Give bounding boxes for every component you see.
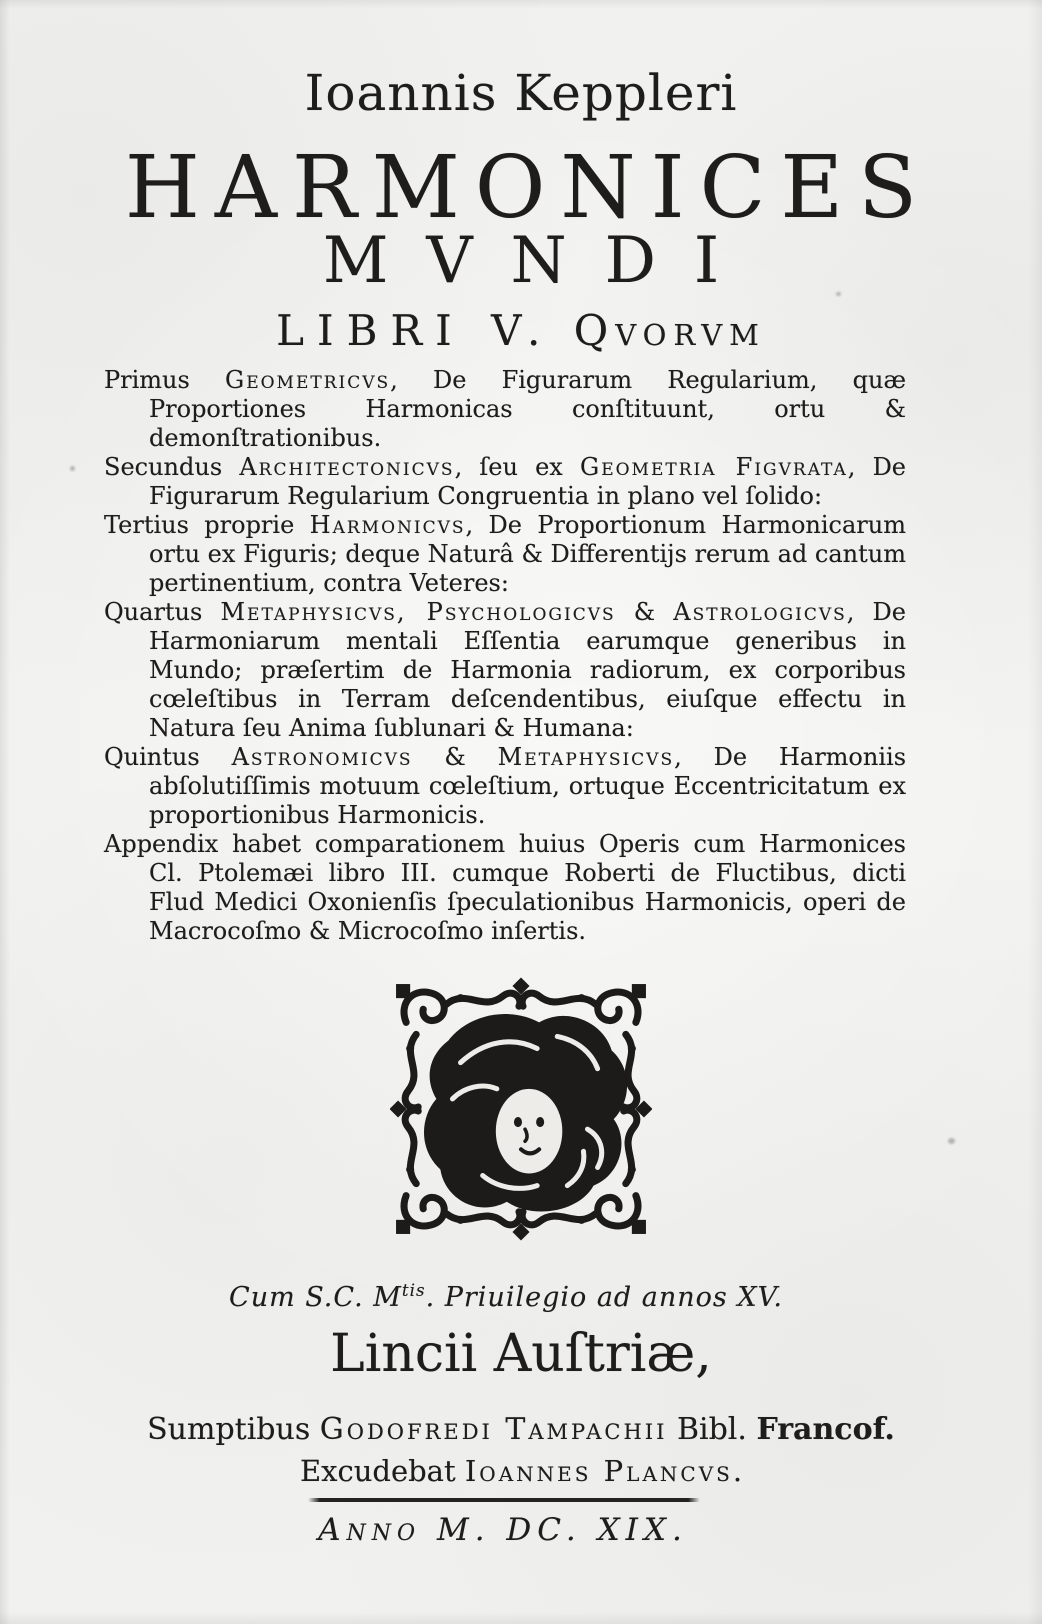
- author-line: Ioannis Keppleri: [304, 64, 738, 122]
- place-line: Lincii Auſtriæ,: [330, 1324, 712, 1384]
- book-name: Metaphysicvs: [497, 743, 675, 771]
- book-name: Geometria Figvrata: [580, 453, 848, 481]
- printer-line: [0, 1454, 1042, 1488]
- printer-text: Excudebat: [299, 1454, 465, 1488]
- book-entry-quintus: [104, 743, 906, 830]
- publisher-text: Sumptibus: [147, 1412, 320, 1447]
- privilege-abbreviation: tis: [401, 1280, 426, 1300]
- book-text: Appendix habet comparationem huius Operis cum Harmonices Cl. Ptolemæi libro III. cumque Roberti de Fluctibus, dicti Flud Medici Oxonienſis ſpeculationibus Harmonicis, operi de Macrocoſmo & Microcoſmo inſertis.: [104, 830, 906, 945]
- book-name: Harmonicvs: [309, 511, 466, 539]
- publisher-city-abbrev: Francof.: [756, 1412, 895, 1447]
- publisher-name: Godofredi Tampachii: [319, 1412, 668, 1447]
- scan-speck: [948, 1138, 955, 1144]
- publisher-line: [0, 1412, 1042, 1447]
- book-text: , De Harmoniis abſolutiſſimis motuum cœleſtium, ortuque Eccentricitatum ex proportionibus Harmonicis.: [149, 743, 907, 829]
- privilege-text: . Priuilegio ad annos XV.: [425, 1282, 783, 1313]
- subtitle-quorum: Qvorvm: [553, 306, 766, 355]
- book-text: , De Figurarum Regularium Congruentia in plano vel ſolido:: [149, 453, 907, 510]
- ornament-graphic: [390, 976, 652, 1242]
- scan-speck: [836, 292, 841, 296]
- book-text: , De Harmoniarum mentali Eſſentia earumque generibus in Mundo; præſertim de Harmonia radiorum, ex corporibus cœleſtibus in Terram deſcendentibus, eiuſque effectu in Natura ſeu Anima ſublunari & Humana:: [149, 598, 906, 742]
- book-text: &: [412, 743, 498, 771]
- publisher-text: Bibl.: [667, 1412, 757, 1447]
- horizontal-rule: [308, 1498, 700, 1502]
- title-line-harmonices: HARMONICES: [124, 138, 933, 238]
- privilege-text: Cum S.C. M: [229, 1282, 402, 1313]
- book-text: Primus: [104, 366, 226, 394]
- book-name: Architectonicvs: [239, 453, 455, 481]
- book-text: Quintus: [104, 743, 232, 771]
- book-name: Astrologicvs: [673, 598, 847, 626]
- book-name: Astronomicvs: [231, 743, 413, 771]
- printer-name: Ioannes Plancvs: [464, 1454, 733, 1488]
- title-line-mvndi: MVNDI: [322, 224, 758, 298]
- book-text: , De Figurarum Regularium, quæ Proportiones Harmonicas conſtituunt, ortu & demonſtrationibus.: [149, 366, 906, 452]
- book-entry-appendix: [104, 830, 906, 946]
- books-list: [104, 366, 906, 946]
- book-entry-tertius: [104, 511, 906, 598]
- book-text: Quartus: [104, 598, 221, 626]
- book-text: , De Proportionum Harmonicarum ortu ex Figuris; deque Naturâ & Differentijs rerum ad cantum pertinentium, contra Veteres:: [149, 511, 906, 597]
- book-entry-primus: [104, 366, 906, 453]
- book-text: Secundus: [104, 453, 240, 481]
- book-name: Geometricvs: [225, 366, 391, 394]
- printer-ornament-woodcut: [390, 976, 652, 1242]
- book-entry-quartus: [104, 598, 906, 743]
- book-entry-secundus: [104, 453, 906, 511]
- subtitle-libri: LIBRI V.: [276, 306, 554, 355]
- book-text: &: [615, 598, 674, 626]
- book-text: Tertius proprie: [104, 511, 310, 539]
- book-text: , ſeu ex: [454, 453, 581, 481]
- subtitle-line: [0, 306, 1042, 355]
- book-name: Metaphysicvs, Psychologicvs: [220, 598, 616, 626]
- printer-text: .: [732, 1454, 743, 1488]
- year-line: Anno M. DC. XIX.: [318, 1512, 688, 1548]
- scan-speck: [70, 466, 75, 471]
- privilege-line: [0, 1280, 1012, 1313]
